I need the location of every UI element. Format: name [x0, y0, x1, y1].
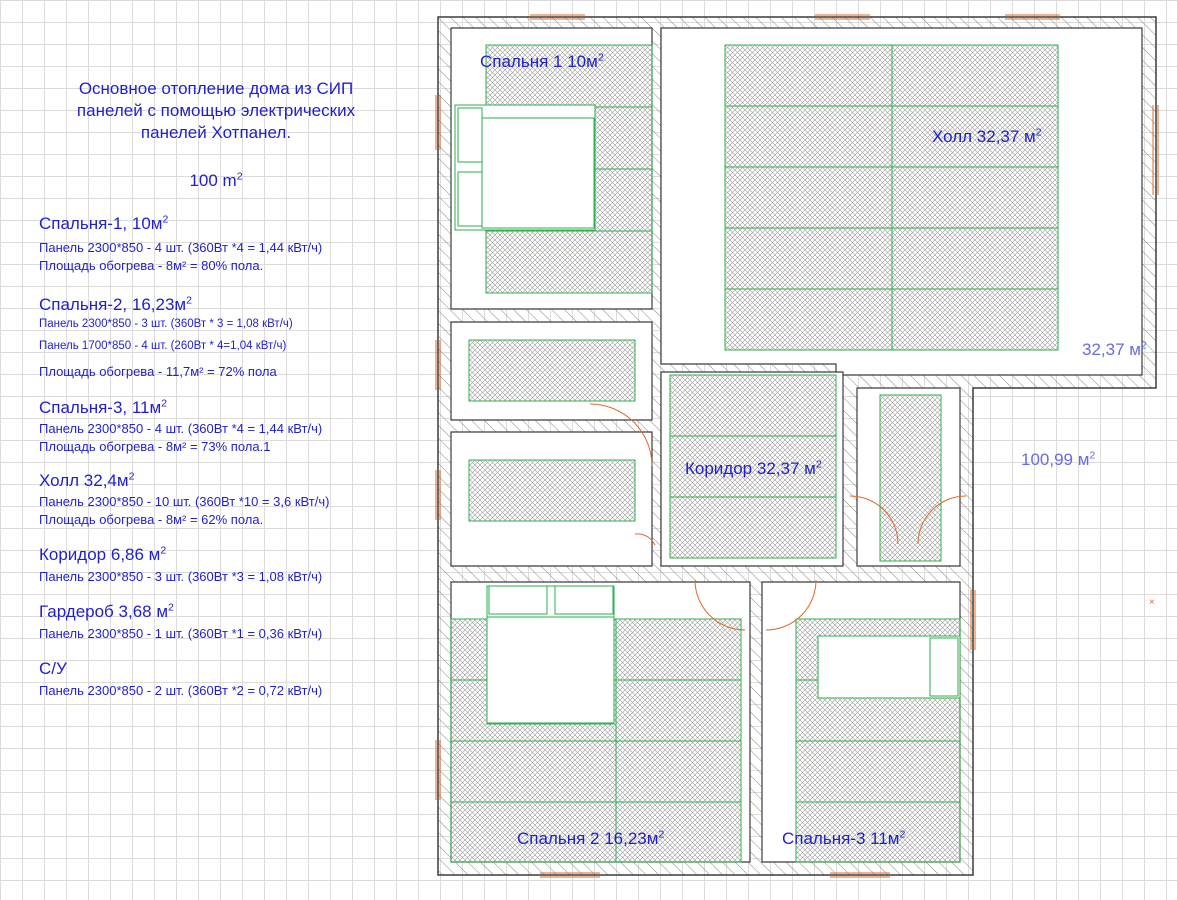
title-line: Основное отопление дома из СИП [78, 79, 354, 98]
room-heading-corridor: Коридор 6,86 $м^2$ [39, 544, 167, 564]
room-line: Панель 2300*850 - 3 шт. (360Вт *3 = 1,08 кВт/ч) [39, 569, 323, 584]
heating-panel [892, 45, 1058, 106]
room-heading-bedroom-1: Спальня-1, $10м^2$ [39, 213, 169, 233]
heating-panel [486, 231, 652, 293]
cross-marker: × [1149, 597, 1155, 608]
room-line: Площадь обогрева - 11,7м² = 72% пола [39, 364, 277, 379]
bed-bedroom-1 [455, 105, 595, 230]
label-bedroom-2: Спальня 2 $16,23м^2$ [517, 828, 665, 848]
heating-panel [725, 228, 892, 289]
room-line: Панель 2300*850 - 3 шт. (360Вт * 3 = 1,08 кВт/ч) [39, 318, 293, 330]
heating-panel [725, 45, 892, 106]
title-line: панелей Хотпанел. [140, 123, 292, 142]
heating-panel [892, 228, 1058, 289]
room-line: Панель 2300*850 - 10 шт. (360Вт *10 = 3,6 кВт/ч) [39, 494, 330, 509]
title-line: панелей с помощью электрических [76, 101, 356, 120]
heating-panel [725, 106, 892, 167]
heating-panel [892, 167, 1058, 228]
heating-panel [670, 497, 836, 558]
heating-panel [616, 741, 741, 802]
heating-panel [725, 167, 892, 228]
room-line: Панель 2300*850 - 4 шт. (360Вт *4 = 1,44 кВт/ч) [39, 240, 323, 255]
room-line: Площадь обогрева - 8м² = 80% пола. [39, 258, 264, 273]
room-heading-wardrobe: Гардероб 3,68 $м^2$ [39, 601, 174, 621]
label-corridor: Коридор 32,37 $м^2$ [685, 458, 822, 478]
room-heading-bedroom-2: Спальня-2, $16,23м^2$ [39, 294, 192, 314]
room-heading-bedroom-3: Спальня-3, $11м^2$ [39, 397, 168, 417]
total-area-value: 100 m [189, 171, 237, 190]
heating-panel [616, 680, 741, 741]
room-line: Площадь обогрева - 8м² = 73% пола.1 [39, 439, 271, 454]
heating-panel [451, 741, 616, 802]
room-line: Панель 2300*850 - 2 шт. (360Вт *2 = 0,72 кВт/ч) [39, 683, 323, 698]
bed-bedroom-3 [818, 636, 960, 698]
room-heading-bathroom: С/У [39, 659, 67, 678]
heating-panel [725, 289, 892, 350]
heating-panel [469, 460, 635, 521]
room-line: Площадь обогрева - 8м² = 62% пола. [39, 512, 264, 527]
room-line: Панель 2300*850 - 1 шт. (360Вт *1 = 0,36 кВт/ч) [39, 626, 323, 641]
bed-bedroom-2 [487, 586, 614, 724]
label-hall: Холл 32,37 $м^2$ [932, 126, 1042, 146]
heating-panel [880, 395, 941, 561]
heating-panel [892, 289, 1058, 350]
room-line: Панель 1700*850 - 4 шт. (260Вт * 4=1,04 кВт/ч) [39, 340, 287, 352]
room-heading-hall: Холл $32,4м^2$ [39, 470, 135, 490]
room-line: Панель 2300*850 - 4 шт. (360Вт *4 = 1,44 кВт/ч) [39, 421, 323, 436]
label-hall-area-faint: 32,37 $м^2$ [1082, 339, 1147, 359]
label-total-area-faint: 100,99 $м^2$ [1021, 449, 1096, 469]
label-bedroom-1: Спальня 1 $10м^2$ [480, 51, 604, 71]
heating-panel [469, 340, 635, 401]
heating-panel [670, 375, 836, 436]
label-bedroom-3: Спальня-3 $11м^2$ [782, 828, 906, 848]
superscript: 2 [236, 170, 243, 183]
heating-panel [616, 619, 741, 680]
heating-panel [796, 741, 960, 802]
